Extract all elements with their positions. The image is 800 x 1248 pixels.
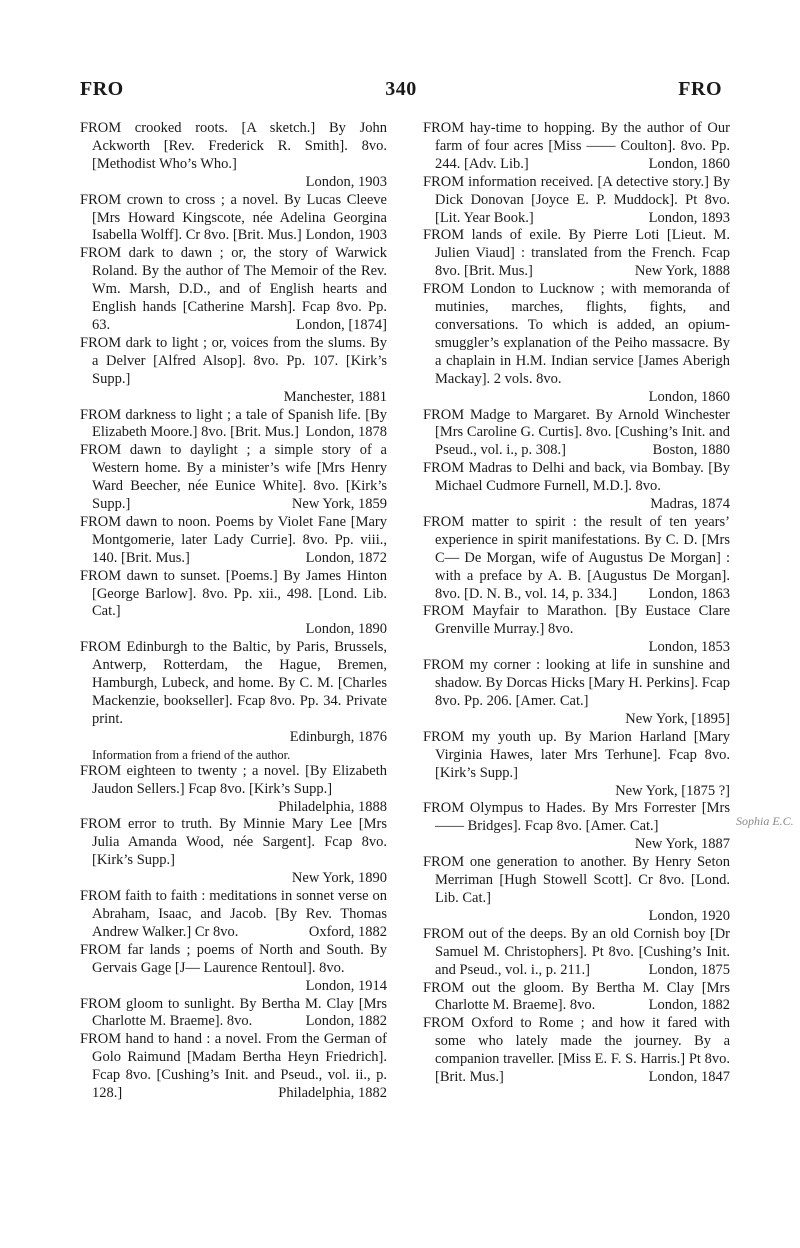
entry-text: FROM dawn to noon. Poems by Violet Fane [Mary Montgomerie, later Lady Currie]. 8vo. Pp. viii., 140. [Brit. Mus.] (80, 513, 387, 566)
entry-text: FROM crooked roots. [A sketch.] By John Ackworth [Rev. Frederick R. Smith]. 8vo. [Methodist Who’s Who.] (80, 120, 387, 172)
catalog-entry (423, 460, 730, 514)
entry-text: FROM Madge to Margaret. By Arnold Winchester [Mrs Caroline G. Curtis]. 8vo. [Cushing’s Init. and Pseud., vol. i., p. 308.] (423, 406, 730, 459)
entry-text: FROM Olympus to Hades. By Mrs Forrester [Mrs —— Bridges]. Fcap 8vo. [Amer. Cat.] (423, 800, 730, 835)
catalog-entry (80, 763, 387, 817)
catalog-entry (80, 120, 387, 192)
entry-text: FROM gloom to sunlight. By Bertha M. Clay [Mrs Charlotte M. Braeme]. 8vo. (80, 995, 387, 1030)
entry-text: FROM out of the deeps. By an old Cornish boy [Dr Samuel M. Christophers]. Pt 8vo. [Cushing’s Init. and Pseud., vol. i., p. 211.] (423, 925, 730, 978)
catalog-entry (423, 120, 730, 174)
entry-imprint: London, 1860 (648, 388, 730, 405)
entry-text: FROM eighteen to twenty ; a novel. [By Elizabeth Jaudon Sellers.] Fcap 8vo. [Kirk’s Supp.] (80, 762, 387, 797)
entry-imprint: London, 1882 (305, 1013, 387, 1030)
entry-imprint: Madras, 1874 (650, 496, 730, 513)
catalog-entry (80, 942, 387, 996)
entry-imprint: London, 1903 (305, 227, 387, 244)
entry-imprint: Manchester, 1881 (283, 388, 387, 405)
entry-imprint: London, 1860 (648, 155, 730, 172)
catalog-entry (423, 1015, 730, 1087)
entry-text: FROM darkness to light ; a tale of Spanish life. [By Elizabeth Moore.] 8vo. [Brit. Mus.] (80, 406, 387, 441)
catalog-entry (80, 245, 387, 335)
entry-text: FROM dawn to daylight ; a simple story of a Western home. By a minister’s wife [Mrs Henry Ward Beecher, née Eunice White]. 8vo. [Kirk’s Supp.] (80, 442, 387, 513)
catalog-entry (423, 980, 730, 1016)
entry-text: FROM Edinburgh to the Baltic, by Paris, Brussels, Antwerp, Rotterdam, the Hague, Bremen, Hamburgh, Lubeck, and home. By C. M. [Charles Mackenzie, bookseller]. Fcap 8vo. Pp. 34. Private print. (80, 639, 387, 727)
entry-text: FROM Mayfair to Marathon. [By Eustace Clare Grenville Murray.] 8vo. (423, 603, 730, 638)
entry-text: FROM out the gloom. By Bertha M. Clay [Mrs Charlotte M. Braeme]. 8vo. (423, 979, 730, 1014)
catalog-entry (80, 407, 387, 443)
entry-imprint: Edinburgh, 1876 (289, 728, 387, 745)
entry-text: FROM my youth up. By Marion Harland [Mary Virginia Hawes, later Mrs Terhune]. Fcap 8vo. [Kirk’s Supp.] (423, 728, 730, 781)
catalog-entry (80, 442, 387, 514)
catalog-entry (423, 603, 730, 657)
catalog-entry (80, 192, 387, 246)
catalog-entry (80, 816, 387, 888)
entry-imprint: London, 1893 (648, 209, 730, 226)
entry-text: FROM dark to dawn ; or, the story of Warwick Roland. By the author of The Memoir of the Rev. Wm. Marsh, D.D., and of English hearts and English hands [Catherine Marsh]. Fcap 8vo. Pp. 63. (80, 245, 387, 333)
entry-text: FROM hay-time to hopping. By the author of Our farm of four acres [Miss —— Coulton]. 8vo. Pp. 244. [Adv. Lib.] (423, 120, 730, 172)
header-right-guide-word: FRO (678, 78, 722, 100)
catalog-entry (423, 800, 730, 854)
entry-text: FROM dawn to sunset. [Poems.] By James Hinton [George Barlow]. 8vo. Pp. xii., 498. [Lond. Lib. Cat.] (80, 567, 387, 620)
entry-text: FROM hand to hand : a novel. From the German of Golo Raimund [Madam Bertha Heyn Friedrich]. Fcap 8vo. [Cushing’s Init. and Pseud., vol. ii., p. 128.] (80, 1031, 387, 1102)
entry-imprint: London, 1920 (648, 907, 730, 924)
catalog-entry (80, 568, 387, 640)
catalog-entry (80, 335, 387, 407)
entry-imprint: London, 1882 (648, 997, 730, 1014)
entry-imprint: London, 1890 (305, 621, 387, 638)
entry-imprint: London, 1847 (648, 1069, 730, 1086)
entry-note: Information from a friend of the author. (92, 747, 291, 762)
entry-text: FROM lands of exile. By Pierre Loti [Lieut. M. Julien Viaud] : translated from the French. Fcap 8vo. [Brit. Mus.] (423, 227, 730, 280)
entry-text: FROM dark to light ; or, voices from the slums. By a Delver [Alfred Alsop]. 8vo. Pp. 107. [Kirk’s Supp.] (80, 334, 387, 387)
entry-imprint: Philadelphia, 1888 (278, 798, 387, 815)
entry-imprint: London, 1875 (648, 961, 730, 978)
entry-imprint: Boston, 1880 (652, 442, 730, 459)
catalog-entry (80, 1031, 387, 1103)
entry-text: FROM matter to spirit : the result of ten years’ experience in spirit manifestations. By C. D. [Mrs C— De Morgan, wife of Augustus De Morgan] : with a preface by A. B. [Augustus De Morgan]. 8vo. [D. N. B., vol. 14, p. 334.] (423, 513, 730, 602)
right-column (423, 120, 730, 1087)
entry-text: FROM error to truth. By Minnie Mary Lee [Mrs Julia Amanda Wood, née Sargent]. Fcap 8vo. [Kirk’s Supp.] (80, 816, 387, 869)
page-number: 340 (385, 78, 417, 100)
entry-text: FROM Madras to Delhi and back, via Bombay. [By Michael Cudmore Furnell, M.D.]. 8vo. (423, 460, 730, 495)
entry-imprint: New York, 1859 (291, 496, 387, 513)
entry-imprint: London, [1874] (295, 316, 387, 333)
entry-text: FROM London to Lucknow ; with memoranda of mutinies, marches, flights, fights, and conversations. To which is added, an opium-smuggler’s explanation of the Peiho massacre. By a chaplain in H.M. Indian service [James Aberigh Mackay]. 2 vols. 8vo. (423, 281, 730, 387)
catalog-entry (423, 174, 730, 228)
entry-imprint: London, 1872 (305, 549, 387, 566)
entry-imprint: Oxford, 1882 (308, 923, 387, 940)
catalog-entry (423, 514, 730, 604)
entry-imprint: New York, [1895] (625, 710, 730, 727)
entry-imprint: New York, 1887 (634, 836, 730, 853)
entry-text: FROM crown to cross ; a novel. By Lucas Cleeve [Mrs Howard Kingscote, née Adelina Georgina Isabella Wolff]. Cr 8vo. [Brit. Mus.] (80, 191, 387, 244)
catalog-entry (80, 639, 387, 746)
page-header (80, 78, 722, 108)
catalog-entry (423, 729, 730, 801)
catalog-entry (423, 407, 730, 461)
catalog-entry (80, 888, 387, 942)
catalog-entry (423, 281, 730, 406)
catalog-entry (423, 657, 730, 729)
catalog-entry (80, 514, 387, 568)
entry-text: FROM faith to faith : meditations in sonnet verse on Abraham, Isaac, and Jacob. [By Rev. Thomas Andrew Walker.] Cr 8vo. (80, 888, 387, 940)
header-left-guide-word: FRO (80, 78, 124, 100)
entry-imprint: New York, 1890 (291, 870, 387, 887)
entry-imprint: London, 1878 (305, 424, 387, 441)
catalog-entry (423, 227, 730, 281)
left-column (80, 120, 387, 1103)
entry-text: FROM one generation to another. By Henry Seton Merriman [Hugh Stowell Scott]. Cr 8vo. [Lond. Lib. Cat.] (423, 854, 730, 906)
entry-imprint: London, 1914 (305, 977, 387, 994)
entry-imprint: New York, 1888 (634, 263, 730, 280)
entry-imprint: New York, [1875 ?] (615, 782, 730, 799)
entry-imprint: London, 1853 (648, 639, 730, 656)
entry-imprint: London, 1863 (648, 585, 730, 602)
handwritten-margin-note: Sophia E.C. (736, 814, 794, 828)
catalog-entry (423, 926, 730, 980)
entry-text: FROM far lands ; poems of North and South. By Gervais Gage [J— Laurence Rentoul]. 8vo. (80, 941, 387, 976)
entry-imprint: Philadelphia, 1882 (278, 1085, 387, 1102)
catalog-entry (80, 996, 387, 1032)
entry-text: FROM Oxford to Rome ; and how it fared with some who lately made the journey. By a companion traveller. [Miss E. F. S. Harris.] Pt 8vo. [Brit. Mus.] (423, 1015, 730, 1086)
catalog-entry (423, 854, 730, 926)
entry-text: FROM my corner : looking at life in sunshine and shadow. By Dorcas Hicks [Mary H. Perkins]. Fcap 8vo. Pp. 206. [Amer. Cat.] (423, 657, 730, 709)
entry-imprint: London, 1903 (305, 173, 387, 190)
entry-text: FROM information received. [A detective story.] By Dick Donovan [Joyce E. P. Muddock]. Pt 8vo. [Lit. Year Book.] (423, 173, 730, 226)
